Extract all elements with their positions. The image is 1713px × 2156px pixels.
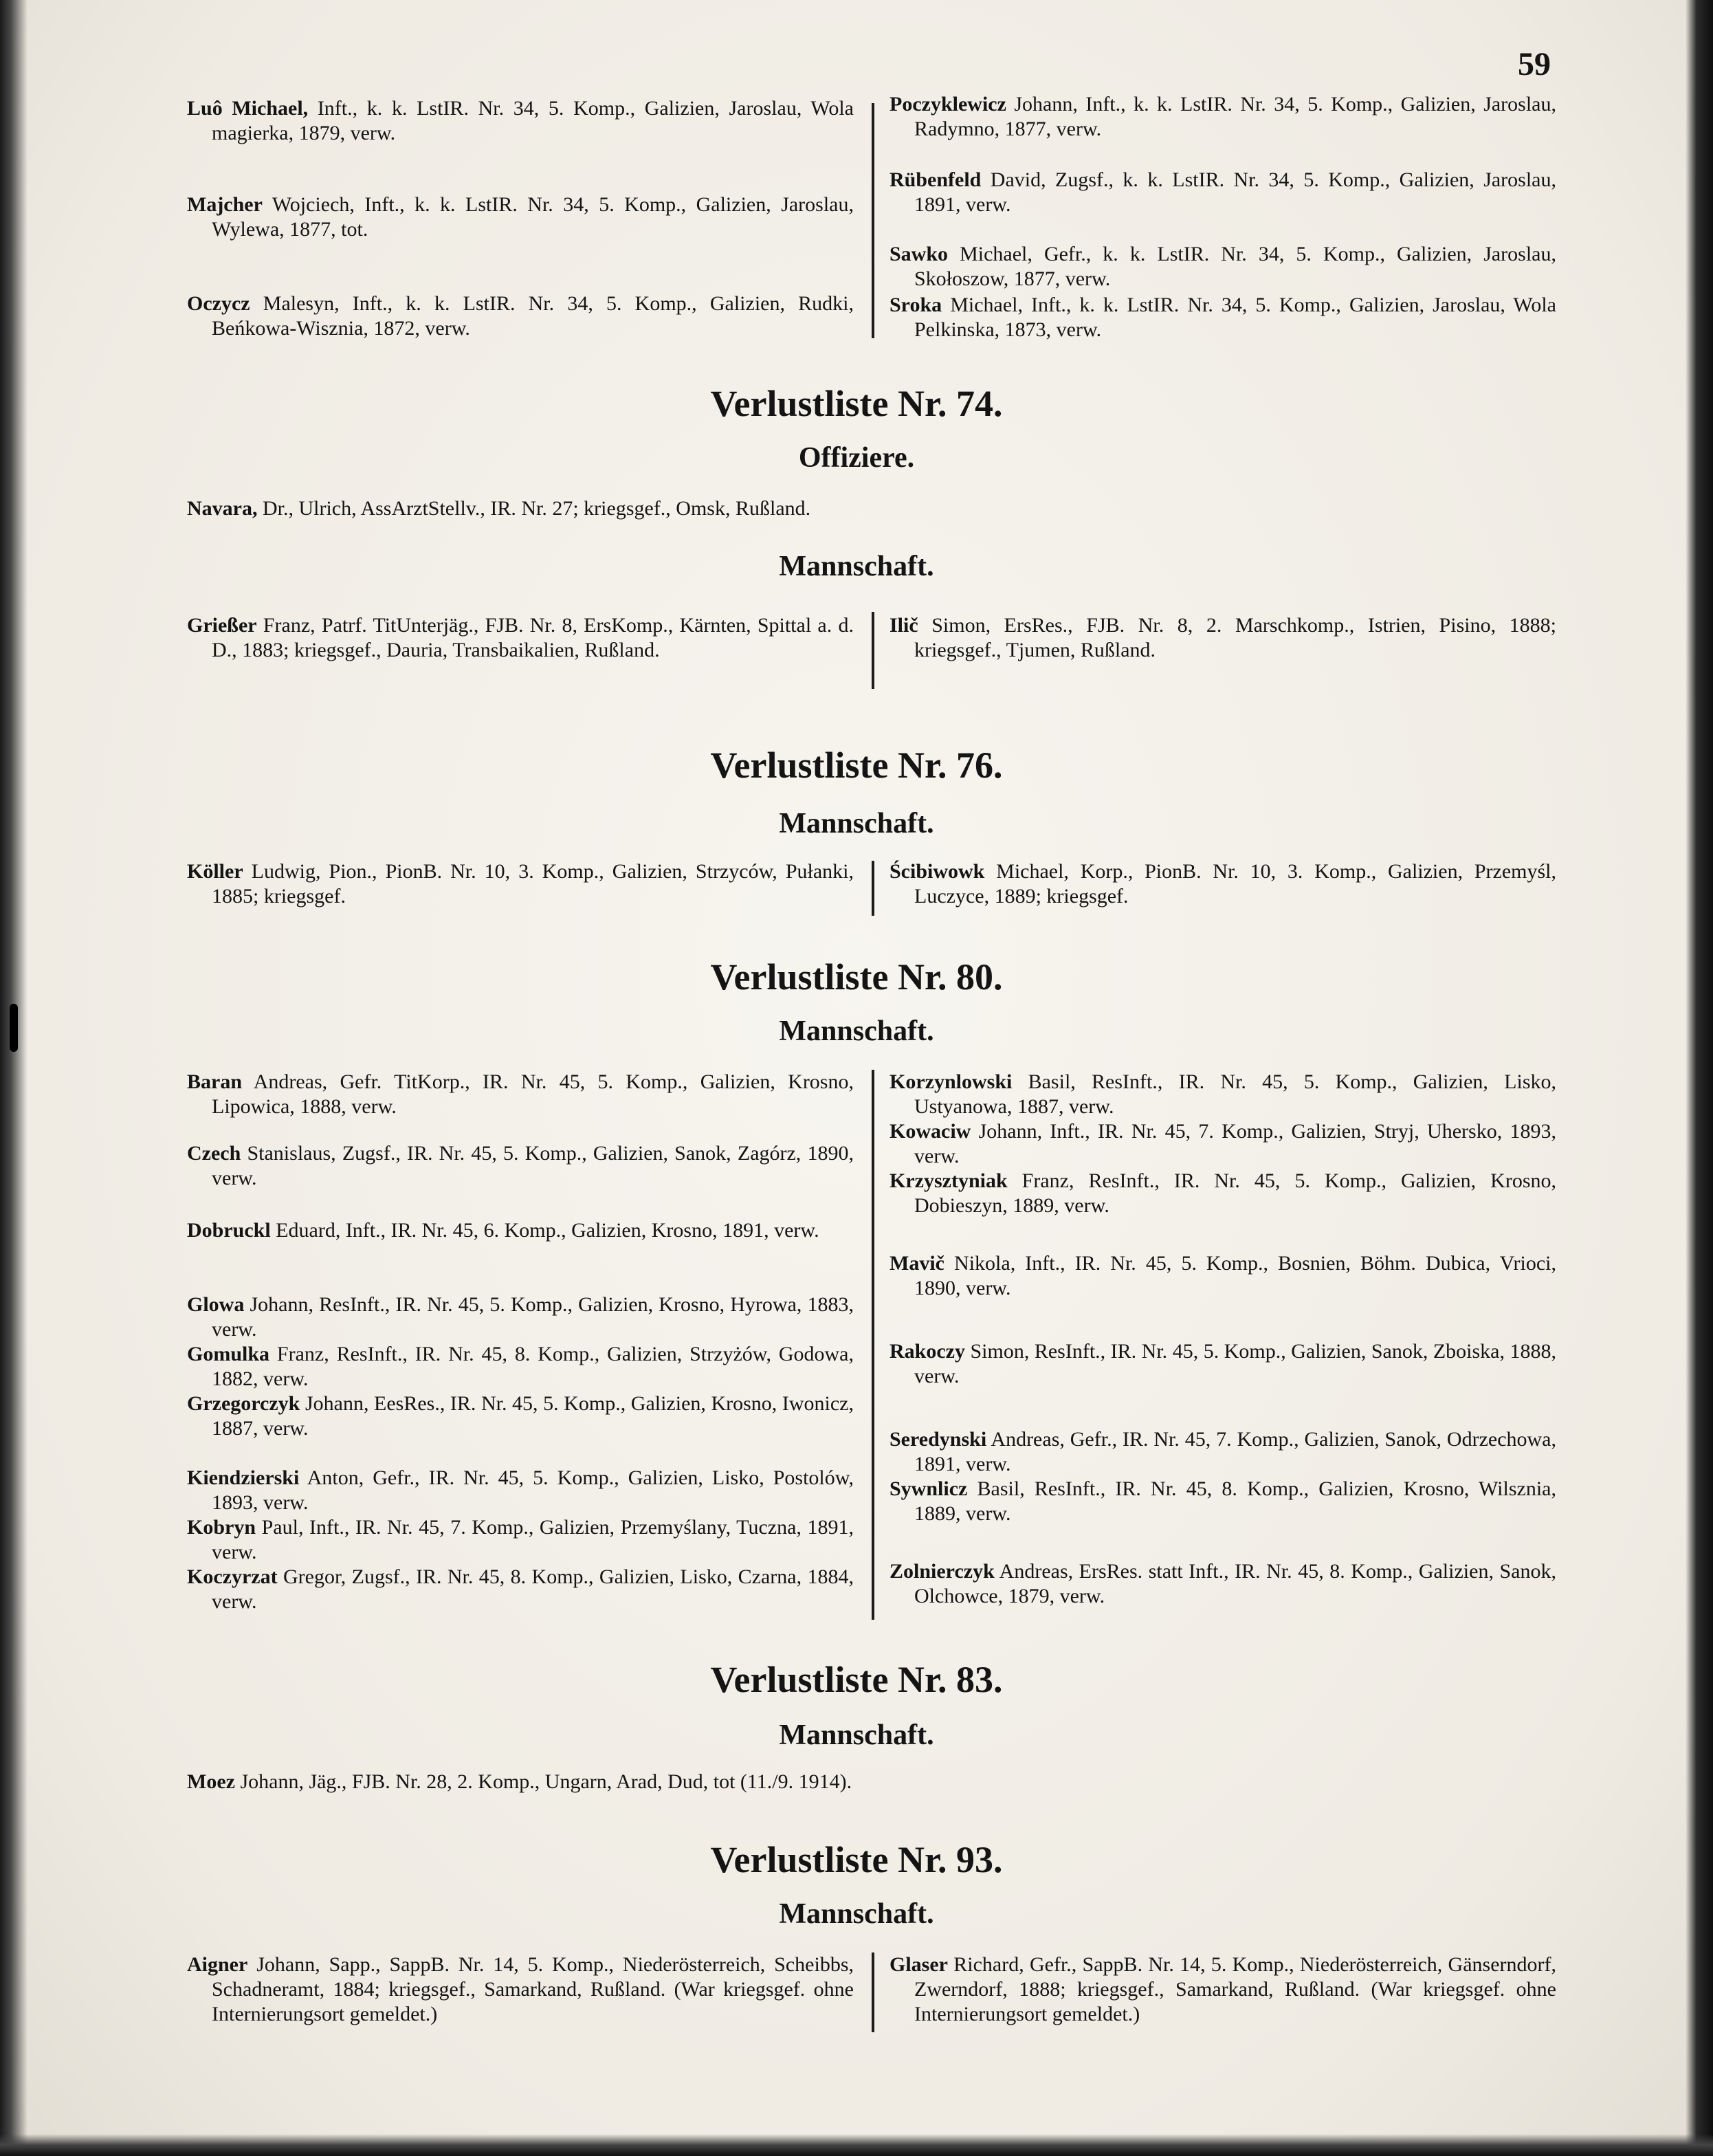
entry: Ścibiwowk Michael, Korp., PionB. Nr. 10, 3. Komp., Galizien, Przemyśl, Luczyce, 1889; kriegsgef.	[889, 860, 1556, 908]
entry: Dobruckl Eduard, Inft., IR. Nr. 45, 6. Komp., Galizien, Krosno, 1891, verw.	[187, 1219, 819, 1242]
entry: Gomulka Franz, ResInft., IR. Nr. 45, 8. Komp., Galizien, Strzyżów, Godowa, 1882, verw.	[187, 1343, 854, 1390]
entry: Zolnierczyk Andreas, ErsRes. statt Inft., IR. Nr. 45, 8. Komp., Galizien, Sanok, Olchowce, 1879, verw.	[889, 1560, 1556, 1607]
entry: Glaser Richard, Gefr., SappB. Nr. 14, 5. Komp., Niederösterreich, Gänserndorf, Zwerndorf, 1888; kriegsgef., Samarkand, Rußland. (War kriegsgef. ohne Internierungsort gemeldet.)	[889, 1953, 1556, 2025]
entry: Mavič Nikola, Inft., IR. Nr. 45, 5. Komp., Bosnien, Böhm. Dubica, Vrioci, 1890, verw.	[889, 1252, 1556, 1299]
entry: Glowa Johann, ResInft., IR. Nr. 45, 5. Komp., Galizien, Krosno, Hyrowa, 1883, verw.	[187, 1293, 854, 1341]
entry: Oczycz Malesyn, Inft., k. k. LstIR. Nr. 34, 5. Komp., Galizien, Rudki, Beńkowa-Wisznia, 1872, verw.	[187, 292, 854, 340]
column-divider	[872, 1952, 874, 2032]
entry: Grießer Franz, Patrf. TitUnterjäg., FJB. Nr. 8, ErsKomp., Kärnten, Spittal a. d. D., 1883; kriegsgef., Dauria, Transbaikalien, Rußland.	[187, 614, 854, 661]
list74-title: Verlustliste Nr. 74.	[710, 383, 1003, 424]
column-divider	[872, 103, 874, 338]
entry: Seredynski Andreas, Gefr., IR. Nr. 45, 7. Komp., Galizien, Sanok, Odrzechowa, 1891, verw.	[889, 1428, 1556, 1475]
entry: Majcher Wojciech, Inft., k. k. LstIR. Nr. 34, 5. Komp., Galizien, Jaroslau, Wylewa, 1877, tot.	[187, 193, 854, 241]
entry: Kowaciw Johann, Inft., IR. Nr. 45, 7. Komp., Galizien, Stryj, Uhersko, 1893, verw.	[889, 1120, 1556, 1167]
entry: Sroka Michael, Inft., k. k. LstIR. Nr. 34, 5. Komp., Galizien, Jaroslau, Wola Pelkinska, 1873, verw.	[889, 294, 1556, 341]
entry: Aigner Johann, Sapp., SappB. Nr. 14, 5. Komp., Niederösterreich, Scheibbs, Schadneramt, 1884; kriegsgef., Samarkand, Rußland. (War kriegsgef. ohne Internierungsort gemeldet.)	[187, 1953, 854, 2025]
entry: Czech Stanislaus, Zugsf., IR. Nr. 45, 5. Komp., Galizien, Sanok, Zagórz, 1890, verw.	[187, 1142, 854, 1189]
list80-title: Verlustliste Nr. 80.	[710, 956, 1003, 998]
list74-men-heading: Mannschaft.	[779, 551, 934, 582]
list83-men-heading: Mannschaft.	[779, 1719, 934, 1751]
entry: Rakoczy Simon, ResInft., IR. Nr. 45, 5. Komp., Galizien, Sanok, Zboiska, 1888, verw.	[889, 1340, 1556, 1387]
list80-men-heading: Mannschaft.	[779, 1015, 934, 1047]
list76-men-heading: Mannschaft.	[779, 808, 934, 839]
column-divider	[872, 861, 874, 916]
entry: Sawko Michael, Gefr., k. k. LstIR. Nr. 34, 5. Komp., Galizien, Jaroslau, Skołoszow, 1877, verw.	[889, 243, 1556, 290]
column-divider	[872, 612, 874, 689]
list93-title: Verlustliste Nr. 93.	[710, 1839, 1003, 1880]
entry: Baran Andreas, Gefr. TitKorp., IR. Nr. 45, 5. Komp., Galizien, Krosno, Lipowica, 1888, verw.	[187, 1070, 854, 1118]
entry: Köller Ludwig, Pion., PionB. Nr. 10, 3. Komp., Galizien, Strzyców, Pułanki, 1885; kriegsgef.	[187, 860, 854, 908]
column-divider	[872, 1070, 874, 1620]
entry: Koczyrzat Gregor, Zugsf., IR. Nr. 45, 8. Komp., Galizien, Lisko, Czarna, 1884, verw.	[187, 1565, 854, 1613]
entry: Poczyklewicz Johann, Inft., k. k. LstIR. Nr. 34, 5. Komp., Galizien, Jaroslau, Radymno, 1877, verw.	[889, 93, 1556, 140]
entry: Ilič Simon, ErsRes., FJB. Nr. 8, 2. Marschkomp., Istrien, Pisino, 1888; kriegsgef., Tjumen, Rußland.	[889, 614, 1556, 661]
entry: Korzynlowski Basil, ResInft., IR. Nr. 45, 5. Komp., Galizien, Lisko, Ustyanowa, 1887, verw.	[889, 1070, 1556, 1118]
entry: Luô Michael, Inft., k. k. LstIR. Nr. 34, 5. Komp., Galizien, Jaroslau, Wola magierka, 1879, verw.	[187, 97, 854, 144]
list93-men-heading: Mannschaft.	[779, 1898, 934, 1930]
entry: Krzysztyniak Franz, ResInft., IR. Nr. 45, 5. Komp., Galizien, Krosno, Dobieszyn, 1889, verw.	[889, 1169, 1556, 1217]
left-page-edge	[0, 0, 27, 2156]
bottom-page-edge	[0, 2134, 1713, 2156]
list83-entry: Moez Johann, Jäg., FJB. Nr. 28, 2. Komp., Ungarn, Arad, Dud, tot (11./9. 1914).	[187, 1770, 852, 1793]
entry: Grzegorczyk Johann, EesRes., IR. Nr. 45, 5. Komp., Galizien, Krosno, Iwonicz, 1887, verw.	[187, 1392, 854, 1440]
list74-officer-entry: Navara, Dr., Ulrich, AssArztStellv., IR. Nr. 27; kriegsgef., Omsk, Rußland.	[187, 497, 811, 520]
entry: Kiendzierski Anton, Gefr., IR. Nr. 45, 5. Komp., Galizien, Lisko, Postolów, 1893, verw.	[187, 1466, 854, 1514]
entry: Sywnlicz Basil, ResInft., IR. Nr. 45, 8. Komp., Galizien, Krosno, Wilsznia, 1889, verw.	[889, 1477, 1556, 1525]
list83-title: Verlustliste Nr. 83.	[710, 1659, 1003, 1700]
right-page-edge	[1686, 0, 1713, 2156]
list74-officers-heading: Offiziere.	[798, 442, 915, 474]
list76-title: Verlustliste Nr. 76.	[710, 745, 1003, 786]
page-number: 59	[1518, 46, 1551, 82]
entry: Kobryn Paul, Inft., IR. Nr. 45, 7. Komp., Galizien, Przemyślany, Tuczna, 1891, verw.	[187, 1516, 854, 1563]
entry: Rübenfeld David, Zugsf., k. k. LstIR. Nr. 34, 5. Komp., Galizien, Jaroslau, 1891, verw.	[889, 168, 1556, 216]
